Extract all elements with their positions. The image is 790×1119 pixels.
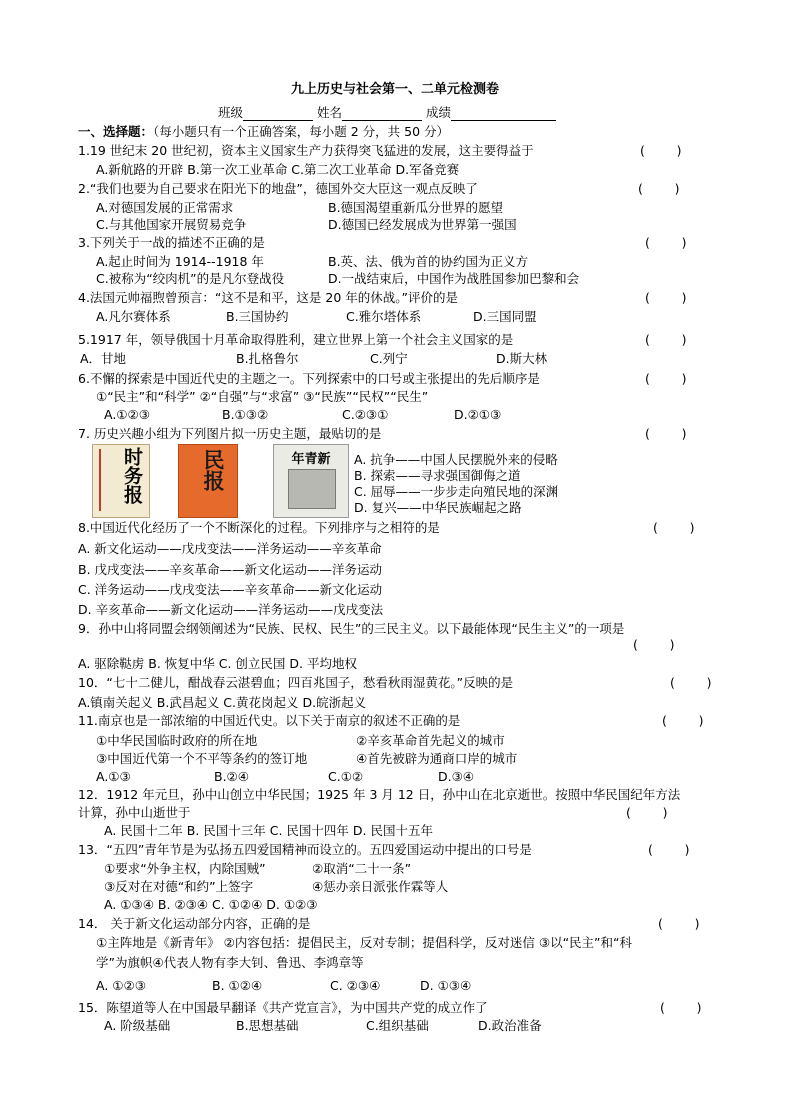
q4-stem: 4.法国元帅福煦曾预言：“这不是和平，这是 20 年的休战。”评价的是 xyxy=(78,290,458,305)
q14-option-d: D. ①③④ xyxy=(420,978,472,993)
q4-option-a: A.凡尔赛体系 xyxy=(96,309,171,324)
q8-option-a: A. 新文化运动——戊戌变法——洋务运动——辛亥革命 xyxy=(78,541,382,556)
section-heading: 一、选择题：（每小题只有一个正确答案，每小题 2 分，共 50 分） xyxy=(78,124,450,139)
shiwubao-red-stripe xyxy=(99,449,101,511)
q8-option-b: B. 戊戌变法——辛亥革命——新文化运动——洋务运动 xyxy=(78,562,383,577)
xinqingnian-text: 新青年 xyxy=(291,452,331,467)
shiwubao-text: 时务报 xyxy=(121,447,143,504)
q6-option-d: D.②①③ xyxy=(454,407,502,422)
q8-answer-blank[interactable]: ( ) xyxy=(653,520,695,535)
q9-answer-blank[interactable]: ( ) xyxy=(633,637,675,652)
q6-option-a: A.①②③ xyxy=(104,407,150,422)
q9-stem: 9．孙中山将同盟会纲领阐述为“民族、民权、民生”的三民主义。以下最能体现“民生主义”的一项是 xyxy=(78,621,625,636)
q2-option-d: D.德国已经发展成为世界第一强国 xyxy=(328,217,517,232)
q15-option-b: B.思想基础 xyxy=(236,1018,299,1033)
q3-option-d: D.一战结束后，中国作为战胜国参加巴黎和会 xyxy=(328,271,580,286)
class-blank[interactable] xyxy=(243,107,313,121)
q11-item-4: ④首先被辟为通商口岸的城市 xyxy=(356,751,518,766)
q7-option-c: C. 屈辱——一步步走向殖民地的深渊 xyxy=(354,484,559,499)
q14-option-b: B. ①②④ xyxy=(212,978,263,993)
q15-answer-blank[interactable]: ( ) xyxy=(660,1000,702,1015)
q2-option-c: C.与其他国家开展贸易竞争 xyxy=(96,217,247,232)
q3-answer-blank[interactable]: ( ) xyxy=(645,235,687,250)
student-info-line xyxy=(218,103,556,121)
xinqingnian-image xyxy=(273,444,349,518)
q13-options: A. ①③④ B. ②③④ C. ①②④ D. ①②③ xyxy=(104,897,318,912)
q14-answer-blank[interactable]: ( ) xyxy=(658,916,700,931)
q8-option-c: C. 洋务运动——戊戌变法——辛亥革命——新文化运动 xyxy=(78,582,383,597)
minbao-image xyxy=(178,444,238,518)
q6-option-b: B.①③② xyxy=(222,407,269,422)
q2-stem: 2.“我们也要为自己要求在阳光下的地盘”，德国外交大臣这一观点反映了 xyxy=(78,181,478,196)
q15-stem: 15．陈望道等人在中国最早翻译《共产党宣言》，为中国共产党的成立作了 xyxy=(78,1000,488,1015)
q10-answer-blank[interactable]: ( ) xyxy=(670,675,712,690)
score-label: 成绩 xyxy=(426,105,452,120)
q12-answer-blank[interactable]: ( ) xyxy=(626,805,668,820)
q5-option-b: B.扎格鲁尔 xyxy=(236,351,299,366)
q11-item-1: ①中华民国临时政府的所在地 xyxy=(96,733,258,748)
q7-answer-blank[interactable]: ( ) xyxy=(645,426,687,441)
q13-stem: 13．“五四”青年节是为弘扬五四爱国精神而设立的。五四爱国运动中提出的口号是 xyxy=(78,842,532,857)
q14-stem: 14． 关于新文化运动部分内容，正确的是 xyxy=(78,916,311,931)
q15-option-a: A. 阶级基础 xyxy=(104,1018,171,1033)
q2-option-a: A.对德国发展的正常需求 xyxy=(96,200,234,215)
q1-stem: 1.19 世纪末 20 世纪初，资本主义国家生产力获得突飞猛进的发展，这主要得益于 xyxy=(78,143,534,158)
q6-answer-blank[interactable]: ( ) xyxy=(645,371,687,386)
q14-option-a: A. ①②③ xyxy=(96,978,146,993)
q13-item-4: ④惩办亲日派张作霖等人 xyxy=(312,879,449,894)
q3-stem: 3.下列关于一战的描述不正确的是 xyxy=(78,235,265,250)
q11-item-3: ③中国近代第一个不平等条约的签订地 xyxy=(96,751,308,766)
q15-option-d: D.政治准备 xyxy=(478,1018,542,1033)
class-label: 班级 xyxy=(218,105,244,120)
q12-stem: 12．1912 年元旦，孙中山创立中华民国；1925 年 3 月 12 日，孙中山在北京逝世。按照中华民国纪年方法 xyxy=(78,787,681,802)
minbao-text: 民报 xyxy=(201,449,226,491)
q13-item-2: ②取消“二十一条” xyxy=(312,861,412,876)
score-blank[interactable] xyxy=(451,107,556,121)
q5-answer-blank[interactable]: ( ) xyxy=(645,332,687,347)
q11-option-b: B.②④ xyxy=(214,769,249,784)
q2-option-b: B.德国渴望重新瓜分世界的愿望 xyxy=(328,200,504,215)
q4-option-d: D.三国同盟 xyxy=(473,309,537,324)
xinqingnian-portrait xyxy=(288,469,336,509)
q4-option-b: B.三国协约 xyxy=(226,309,289,324)
q7-stem: 7. 历史兴趣小组为下列图片拟一历史主题，最贴切的是 xyxy=(78,426,382,441)
q13-item-3: ③反对在对德“和约”上签字 xyxy=(104,879,254,894)
q14-items-line2: 学”为旗帜④代表人物有李大钊、鲁迅、李鸿章等 xyxy=(96,955,364,970)
q8-option-d: D. 辛亥革命——新文化运动——洋务运动——戊戌变法 xyxy=(78,602,384,617)
q5-option-d: D.斯大林 xyxy=(496,351,548,366)
q9-options: A. 驱除鞑虏 B. 恢复中华 C. 创立民国 D. 平均地权 xyxy=(78,656,357,671)
q10-options: A.镇南关起义 B.武昌起义 C.黄花岗起义 D.皖浙起义 xyxy=(78,695,367,710)
q14-items-line1: ①主阵地是《新青年》 ②内容包括：提倡民主，反对专制；提倡科学，反对迷信 ③以“民主”和“科 xyxy=(96,935,632,950)
q8-stem: 8.中国近代化经历了一个不断深化的过程。下列排序与之相符的是 xyxy=(78,520,440,535)
q10-stem: 10．“七十二健儿，酣战春云湛碧血；四百兆国子，愁看秋雨湿黄花。”反映的是 xyxy=(78,675,514,690)
shiwubao-image xyxy=(92,444,150,518)
q5-option-a: A．甘地 xyxy=(80,351,127,366)
q11-stem: 11.南京也是一部浓缩的中国近代史。以下关于南京的叙述不正确的是 xyxy=(78,713,461,728)
q15-option-c: C.组织基础 xyxy=(366,1018,429,1033)
q7-option-a: A. 抗争——中国人民摆脱外来的侵略 xyxy=(354,452,558,467)
q11-option-a: A.①③ xyxy=(96,769,131,784)
name-blank[interactable] xyxy=(342,107,422,121)
q5-stem: 5.1917 年，领导俄国十月革命取得胜利，建立世界上第一个社会主义国家的是 xyxy=(78,332,514,347)
q14-option-c: C. ②③④ xyxy=(330,978,381,993)
page-title: 九上历史与社会第一、二单元检测卷 xyxy=(290,82,499,97)
q5-option-c: C.列宁 xyxy=(370,351,408,366)
q4-option-c: C.雅尔塔体系 xyxy=(346,309,422,324)
q13-answer-blank[interactable]: ( ) xyxy=(648,842,690,857)
q3-option-c: C.被称为“绞肉机”的是凡尔登战役 xyxy=(96,271,285,286)
q6-items: ①“民主”和“科学” ②“自强”与“求富” ③“民族”“民权”“民生” xyxy=(96,389,429,404)
q11-option-c: C.①② xyxy=(328,769,364,784)
q12-stem-continued: 计算，孙中山逝世于 xyxy=(78,805,191,820)
q13-item-1: ①要求“外争主权，内除国贼” xyxy=(104,861,266,876)
q11-item-2: ②辛亥革命首先起义的城市 xyxy=(356,733,505,748)
q3-option-b: B.英、法、俄为首的协约国为正义方 xyxy=(328,254,529,269)
q11-answer-blank[interactable]: ( ) xyxy=(662,713,704,728)
q7-option-d: D. 复兴——中华民族崛起之路 xyxy=(354,500,522,515)
q2-answer-blank[interactable]: ( ) xyxy=(638,181,680,196)
q6-stem: 6.不懈的探索是中国近代史的主题之一。下列探索中的口号或主张提出的先后顺序是 xyxy=(78,371,540,386)
q11-option-d: D.③④ xyxy=(438,769,475,784)
name-label: 姓名 xyxy=(317,105,343,120)
q6-option-c: C.②③① xyxy=(342,407,389,422)
q1-answer-blank[interactable]: ( ) xyxy=(640,143,682,158)
q12-options: A. 民国十二年 B. 民国十三年 C. 民国十四年 D. 民国十五年 xyxy=(104,823,433,838)
q1-options: A.新航路的开辟 B.第一次工业革命 C.第二次工业革命 D.军备竞赛 xyxy=(96,162,460,177)
q4-answer-blank[interactable]: ( ) xyxy=(645,290,687,305)
q7-option-b: B. 探索——寻求强国御侮之道 xyxy=(354,468,521,483)
q3-option-a: A.起止时间为 1914--1918 年 xyxy=(96,254,264,269)
